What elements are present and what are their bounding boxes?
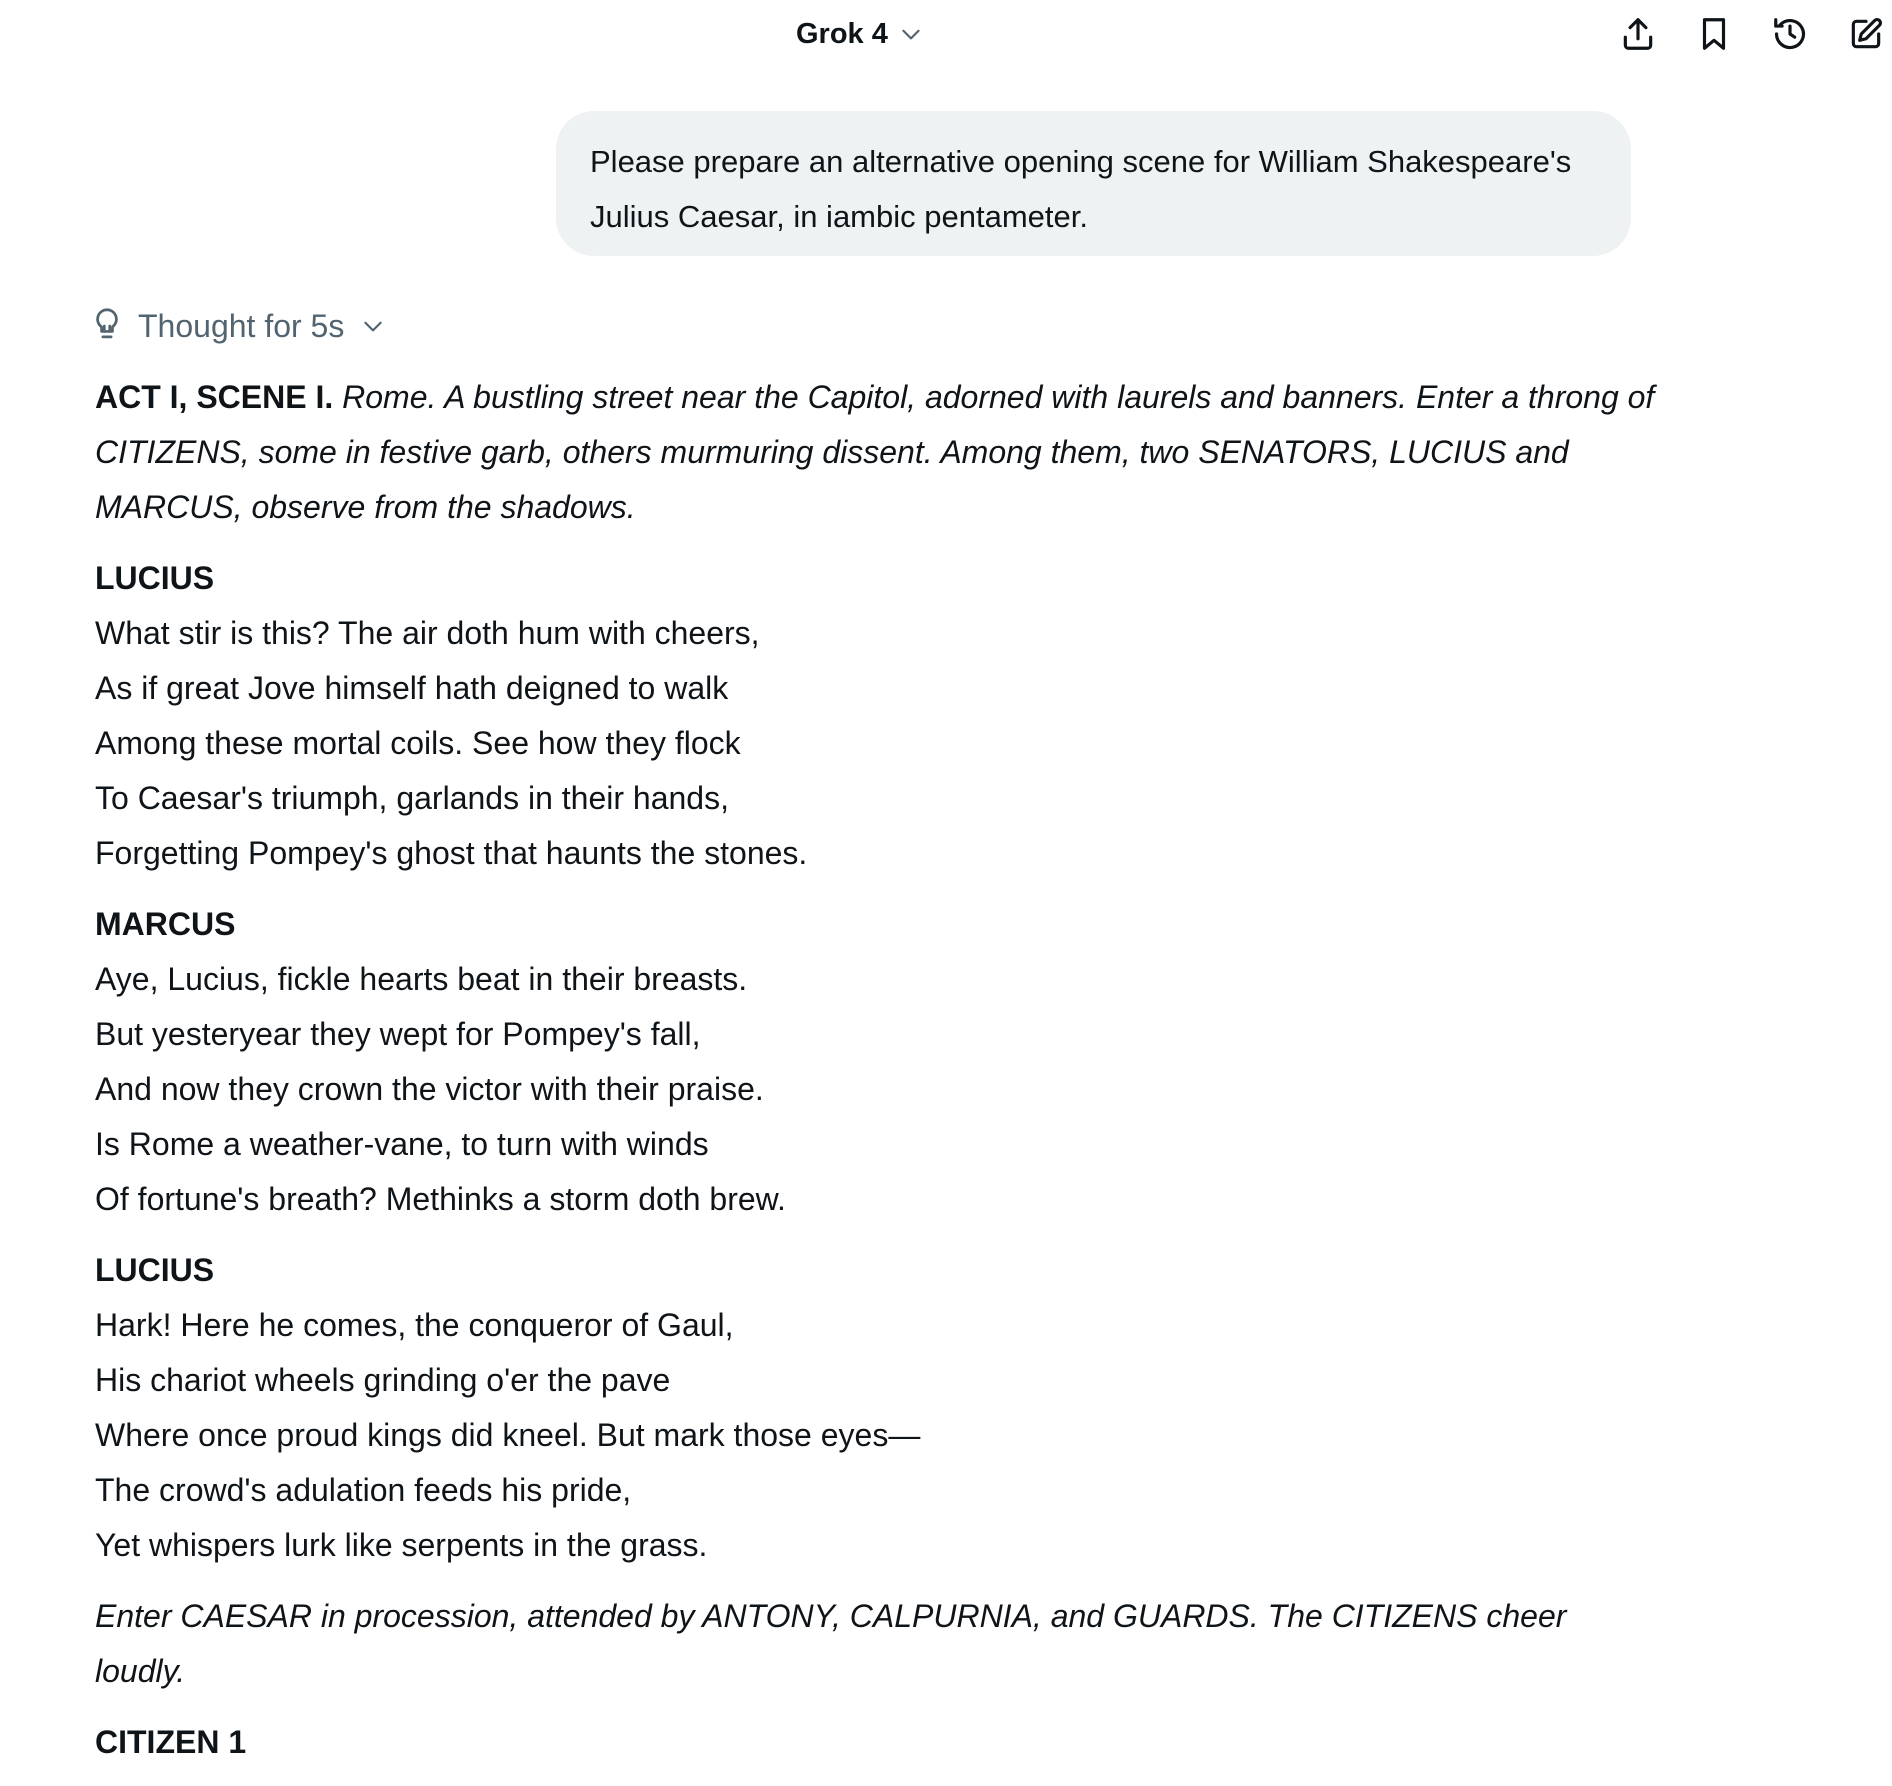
assistant-response xyxy=(95,370,1655,1786)
history-icon xyxy=(1771,15,1809,53)
verse-line: And now they crown the victor with their praise. xyxy=(95,1071,764,1107)
speaker-name: MARCUS xyxy=(95,906,236,942)
lightbulb-icon xyxy=(90,307,124,345)
stage-direction: Rome. A bustling street near the Capitol, adorned with laurels and banners. Enter a throng of CITIZENS, some in festive garb, others murmuring dissent. Among them, two SENATORS, LUCIUS and MARCUS, observe from the shadows. xyxy=(95,379,1655,525)
chevron-down-icon xyxy=(360,313,386,339)
verse-line: Where once proud kings did kneel. But mark those eyes— xyxy=(95,1417,921,1453)
verse-line: His chariot wheels grinding o'er the pave xyxy=(95,1362,671,1398)
speech-block xyxy=(95,1243,1655,1573)
bookmark-icon xyxy=(1695,15,1733,53)
bookmark-button[interactable] xyxy=(1694,12,1734,56)
verse-line: Is Rome a weather-vane, to turn with winds xyxy=(95,1126,709,1162)
user-message-text: Please prepare an alternative opening scene for William Shakespeare's Julius Caesar, in iambic pentameter. xyxy=(590,144,1572,234)
verse-line: Forgetting Pompey's ghost that haunts the stones. xyxy=(95,835,808,871)
scene-intro xyxy=(95,370,1655,535)
thought-label: Thought for 5s xyxy=(138,307,345,344)
verse-line: As if great Jove himself hath deigned to walk xyxy=(95,670,729,706)
verse-line: But yesteryear they wept for Pompey's fall, xyxy=(95,1016,701,1052)
history-button[interactable] xyxy=(1770,12,1810,56)
thought-toggle[interactable] xyxy=(90,302,386,350)
model-name: Grok 4 xyxy=(796,17,888,50)
new-chat-icon xyxy=(1847,15,1885,53)
chevron-down-icon xyxy=(898,21,924,47)
model-selector[interactable] xyxy=(796,14,924,54)
verse-line: Hark! Here he comes, the conqueror of Gaul, xyxy=(95,1307,734,1343)
verse-line: The crowd's adulation feeds his pride, xyxy=(95,1472,632,1508)
verse-line: Among these mortal coils. See how they flock xyxy=(95,725,741,761)
verse-line: To Caesar's triumph, garlands in their hands, xyxy=(95,780,729,816)
verse-line: Of fortune's breath? Methinks a storm doth brew. xyxy=(95,1181,786,1217)
top-actions xyxy=(1618,12,1892,56)
user-message-bubble xyxy=(556,111,1631,256)
share-icon xyxy=(1619,15,1657,53)
speech-block xyxy=(95,551,1655,881)
verse-line: Yet whispers lurk like serpents in the grass. xyxy=(95,1527,708,1563)
speaker-name: LUCIUS xyxy=(95,1252,215,1288)
verse-line: What stir is this? The air doth hum with cheers, xyxy=(95,615,760,651)
share-button[interactable] xyxy=(1618,12,1658,56)
verse-line: Aye, Lucius, fickle hearts beat in their breasts. xyxy=(95,961,748,997)
speaker-name: LUCIUS xyxy=(95,560,215,596)
speech-block xyxy=(95,1715,1655,1770)
speech-block xyxy=(95,897,1655,1227)
speaker-name: CITIZEN 1 xyxy=(95,1724,247,1760)
scene-heading: ACT I, SCENE I. xyxy=(95,379,334,415)
top-bar xyxy=(0,0,1892,70)
stage-direction: Enter CAESAR in procession, attended by ANTONY, CALPURNIA, and GUARDS. The CITIZENS cheer loudly. xyxy=(95,1598,1567,1689)
new-chat-button[interactable] xyxy=(1846,12,1886,56)
